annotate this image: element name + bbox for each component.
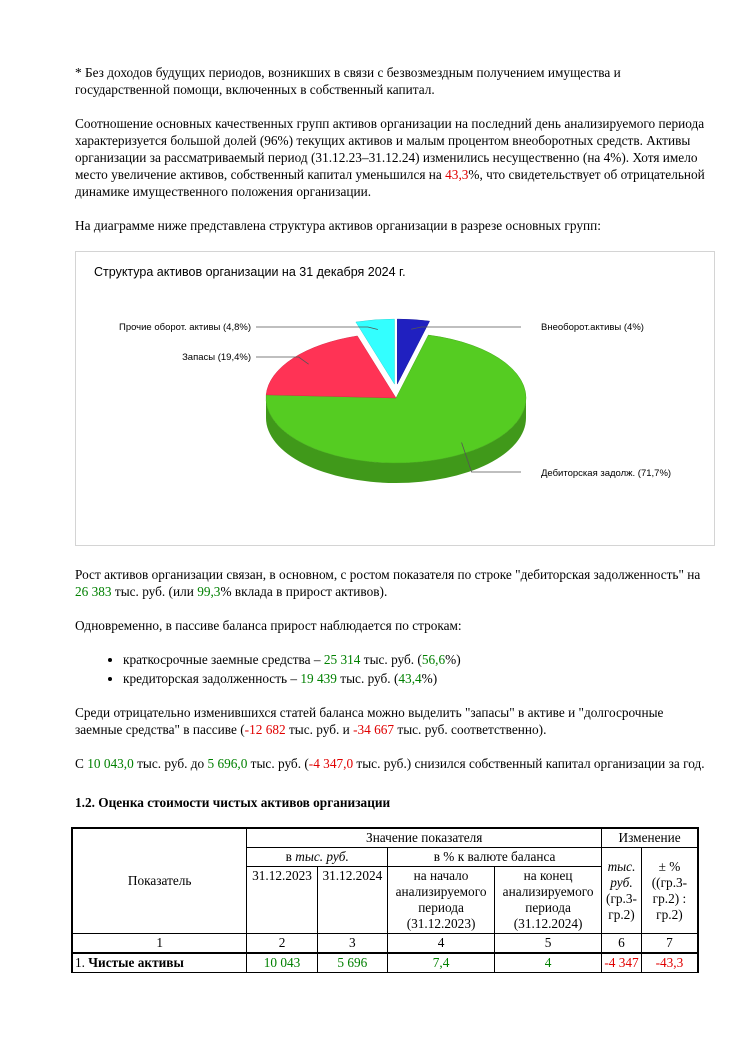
text-run: тыс. руб. до [133, 756, 208, 771]
column-number: 7 [641, 934, 698, 954]
table-header-row [72, 828, 698, 848]
value: 10 043,0 [87, 756, 134, 771]
value: 5 696,0 [207, 756, 248, 771]
text-run: Среди отрицательно изменившихся статей баланса можно выделить "запасы" в активе и "долгосрочные заемные средства" в пассиве ( [75, 705, 664, 737]
header-date-start: 31.12.2023 [247, 867, 317, 934]
header-thousands [247, 848, 388, 867]
value: 19 439 [300, 671, 337, 686]
pie-chart [75, 251, 715, 546]
cell-value: 5 696 [317, 953, 387, 973]
chart-intro-paragraph: На диаграмме ниже представлена структура активов организации в разрезе основных групп: [75, 218, 601, 233]
pie-slice-label: Внеоборот.активы (4%) [541, 322, 644, 333]
document-page [75, 64, 705, 973]
text-run: Чистые активы [88, 955, 184, 970]
value: 43,4 [398, 671, 422, 686]
net-assets-table [71, 827, 699, 973]
equity-decrease-value: 43,3 [445, 167, 469, 182]
text-run: тыс. руб. и [285, 722, 354, 737]
column-number: 6 [602, 934, 642, 954]
text-run: 1. [75, 955, 89, 970]
assets-structure-paragraph [75, 115, 705, 200]
pie-leader-line [411, 327, 521, 329]
text-run: тыс. руб. [607, 858, 636, 890]
cell-value: -43,3 [641, 953, 698, 973]
table-column-numbers [72, 934, 698, 954]
chart-title: Структура активов организации на 31 декабря 2024 г. [94, 265, 406, 279]
liabilities-intro-paragraph: Одновременно, в пассиве баланса прирост наблюдается по строкам: [75, 618, 462, 633]
text-run: С [75, 756, 88, 771]
negative-changes-paragraph [75, 704, 705, 738]
cell-value: 7,4 [388, 953, 495, 973]
text-run: тыс. руб. ( [247, 756, 309, 771]
text-run: тыс. руб. ( [336, 671, 399, 686]
assets-growth-paragraph [75, 566, 705, 600]
pie-chart-svg [76, 252, 714, 545]
list-item [123, 670, 705, 687]
header-change-percent: ± % ((гр.3-гр.2) : гр.2) [641, 848, 698, 934]
value: 56,6 [421, 652, 446, 667]
column-number: 2 [247, 934, 317, 954]
column-number: 1 [72, 934, 247, 954]
growth-share-value: 99,3 [197, 584, 221, 599]
column-number: 3 [317, 934, 387, 954]
header-date-end: 31.12.2024 [317, 867, 387, 934]
text-run: в [285, 849, 296, 864]
column-number: 5 [495, 934, 602, 954]
header-percent: в % к валюте баланса [388, 848, 602, 867]
list-item [123, 651, 705, 668]
text-run: тыс. руб. ( [360, 652, 422, 667]
pie-slice-label: Дебиторская задолж. (71,7%) [541, 468, 672, 479]
receivables-growth-value: 26 383 [75, 584, 112, 599]
text-run: %, что свидетельствует об отрицательной динамике имущественного положения организации. [75, 167, 705, 199]
header-period-end: на конец анализируемого периода (31.12.2024) [495, 867, 602, 934]
text-run: тыс. руб. соответственно). [394, 722, 547, 737]
header-value: Значение показателя [247, 828, 602, 848]
cell-value: 10 043 [247, 953, 317, 973]
text-run: кредиторская задолженность – [123, 671, 301, 686]
value: 25 314 [323, 652, 361, 667]
text-run: % вклада в прирост активов). [220, 584, 388, 599]
header-indicator: Показатель [72, 828, 247, 934]
column-number: 4 [388, 934, 495, 954]
value: -34 667 [353, 722, 395, 737]
header-change-thousands [602, 848, 642, 934]
row-indicator [72, 953, 247, 973]
liabilities-growth-list [75, 651, 705, 687]
text-run: Рост активов организации связан, в основном, с ростом показателя по строке "дебиторская задолженность" на [75, 567, 701, 582]
cell-value: 4 [495, 953, 602, 973]
pie-slice-label: Запасы (19,4%) [182, 352, 251, 363]
text-run: %) [421, 671, 438, 686]
footnote: * Без доходов будущих периодов, возникших в связи с безвозмездным получением имущества и государственной помощи, включенных в собственный капитал. [75, 65, 621, 97]
pie-slice-label: Прочие оборот. активы (4,8%) [118, 322, 251, 333]
value: -12 682 [244, 722, 286, 737]
text-run: тыс. руб. (или [111, 584, 198, 599]
section-title: 1.2. Оценка стоимости чистых активов организации [75, 795, 391, 810]
text-run: краткосрочные заемные средства – [123, 652, 324, 667]
text-run: тыс. руб. [295, 849, 349, 864]
header-change: Изменение [602, 828, 698, 848]
text-run: %) [445, 652, 461, 667]
value: -4 347,0 [308, 756, 354, 771]
text-run: Соотношение основных качественных групп активов организации на последний день анализируемого периода характеризуется большой долей (96%) текущих активов и малым процентом внеоборотных средств. Активы организации за рассматриваемый период (31.12.23–31.12.24) изменились несущественно (на 4%). Хотя имело место увеличение активов, собственный капитал уменьшился на [75, 116, 705, 182]
header-period-start: на начало анализируемого периода (31.12.2023) [388, 867, 495, 934]
text-run: (гр.3-гр.2) [606, 890, 637, 922]
cell-value: -4 347 [602, 953, 642, 973]
text-run: тыс. руб.) снизился собственный капитал организации за год. [353, 756, 705, 771]
table-row [72, 953, 698, 973]
equity-change-paragraph [75, 755, 705, 772]
